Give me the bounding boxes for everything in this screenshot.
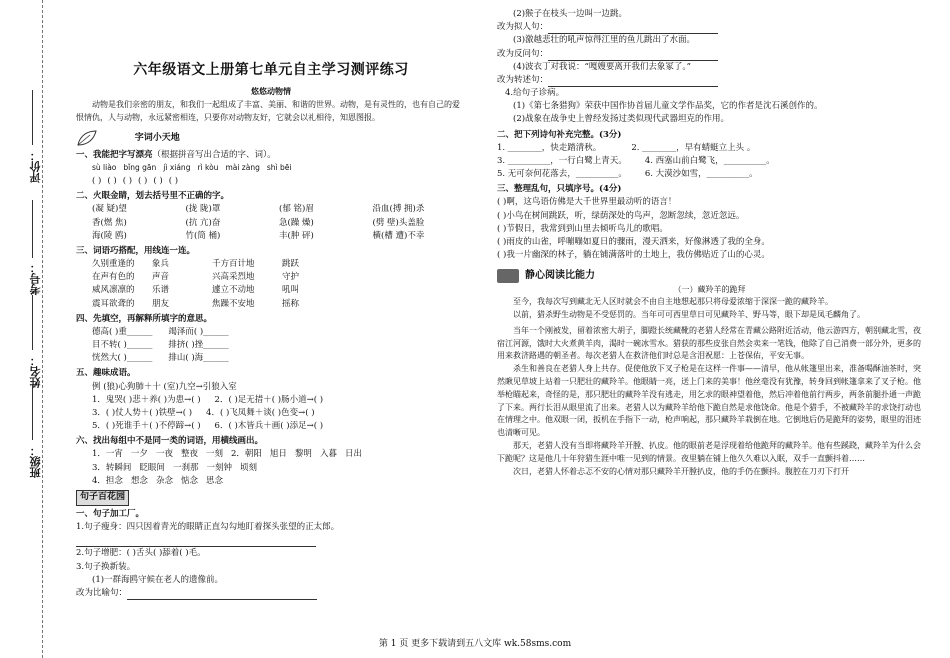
q3-item[interactable]: 象兵	[152, 259, 170, 270]
q3b: (2)猴子在枝头一边叫一边跳。	[513, 9, 628, 19]
q2-row	[76, 230, 466, 243]
answer-line[interactable]	[127, 589, 317, 600]
q3d: (4)波衣丁对我说：“嘎嫂要离开我们去象冢了。”	[513, 61, 691, 72]
answer-bracket[interactable]: ( )	[153, 176, 163, 187]
answer-bracket[interactable]: ( )	[107, 176, 117, 187]
q2-item[interactable]: 横(槽 遭)不幸	[372, 230, 425, 241]
q1-title	[76, 149, 466, 162]
q4-item[interactable]: 排山( )海______	[168, 353, 229, 364]
q6-word[interactable]: 4．担念	[92, 475, 123, 486]
answer-bracket[interactable]: ( )	[138, 176, 148, 187]
q3-item[interactable]: 久别重逢的	[92, 259, 135, 270]
s1-q3a-answer	[76, 587, 466, 600]
q5-title: 五、趣味成语。	[76, 368, 136, 379]
p3-sentence[interactable]: ( )雨皮的山雀，呼嘣嘣如夏日的骤雨，漫天洒来，好像淋透了我的全身。	[497, 236, 770, 247]
q3-title: 三、词语巧搭配，用线连一连。	[76, 245, 196, 256]
q2-item[interactable]: (抗 亢)奋	[185, 217, 221, 228]
blank-evaluation[interactable]	[32, 90, 33, 145]
reading-paragraph: 以前，猎杀野生动物是不受惩罚的。当年可可西里草日可见藏羚羊、野马等，眼下却是凤毛麟角了。	[513, 309, 865, 319]
pinyin-item: jì xiáng	[163, 162, 191, 172]
q6-word[interactable]: 思念	[205, 475, 223, 486]
q1-answer-row	[76, 175, 466, 188]
q2-item[interactable]: (郁 铭)眉	[279, 204, 314, 215]
q3-item[interactable]: 吼叫	[282, 285, 300, 296]
p2-row	[497, 142, 922, 155]
q2-item[interactable]: 海(陵 鸥)	[92, 230, 127, 241]
reading-paragraph: 至今，我每次写到藏北无人区时就会不由自主地想起那只将母爱浓缩于深深一跪的藏羚羊。	[513, 297, 833, 307]
q3-item[interactable]: 焦躁不安地	[212, 298, 255, 309]
q6-title: 六、找出每组中不是同一类的词语，用横线画出。	[76, 436, 264, 447]
q6-word[interactable]: 惦念	[180, 475, 198, 486]
p2-row	[497, 168, 922, 181]
blank-exam-number[interactable]	[32, 200, 33, 258]
q6-word[interactable]: 想念	[130, 475, 148, 486]
q3-item[interactable]: 兴高采烈地	[212, 272, 255, 283]
reading-title: （一）藏羚羊的跪拜	[673, 284, 746, 294]
q2-item[interactable]: (劈 壁)头盖脸	[372, 217, 425, 228]
answer-bracket[interactable]: ( )	[122, 176, 133, 187]
poem-blank[interactable]: 4. 西塞山前白鹭飞，__________。	[644, 155, 775, 166]
q5-item[interactable]: 6．( )木皆兵＋画( )添足→( )	[214, 421, 324, 432]
s1-q2[interactable]: 2.句子增肥：( )舌头( )舔着( )毛。	[76, 548, 206, 559]
q3-item[interactable]: 威风凛凛的	[92, 285, 135, 296]
q4-item[interactable]: 德高( )重______	[92, 326, 153, 337]
p3-title: 三、整理乱句，只填序号。(4分)	[497, 184, 622, 195]
q4-item[interactable]: 排挤( )挫______	[168, 340, 229, 351]
pinyin-item: shì bēi	[266, 162, 292, 172]
q3-row	[76, 284, 466, 297]
q3-item[interactable]: 声音	[152, 272, 170, 283]
q4a: (1)《第七条猎狗》荣获中国作协首届儿童文学作品奖，它的作者是沈石溪创作的。	[513, 101, 823, 112]
q1-title-text: 一、我能把字写漂亮	[76, 149, 153, 160]
q2-row	[76, 203, 466, 216]
q3-item[interactable]: 摇称	[282, 298, 300, 309]
blank-name[interactable]	[32, 295, 33, 350]
reading-paragraph: 那天，老猎人没有当即将藏羚羊开膛、扒皮。他的眼前老是浮现着给他跪拜的藏羚羊。他有些蹊跷，藏羚羊为什么会下跪呢？这是他几十年狩猎生涯中唯一见到的情景。夜里躺在铺上他久久难以入眠，双手一直颤抖着……	[497, 440, 921, 463]
book-icon	[497, 269, 519, 283]
answer-bracket[interactable]: ( )	[168, 176, 179, 187]
q5-item[interactable]: 2．( )足无措＋( )肠小道→( )	[214, 394, 324, 405]
q6-word[interactable]: 眨眼间	[139, 462, 165, 473]
q3c: (3)激越悲壮的吼声惊得江里的鱼儿跳出了水面。	[513, 35, 696, 46]
q3-item[interactable]: 守护	[282, 272, 300, 283]
poem-blank[interactable]: 6. 大漠沙如雪，__________。	[644, 169, 758, 180]
p2-row	[497, 155, 922, 168]
q3-item[interactable]: 在声有色的	[92, 272, 135, 283]
pinyin-item: sù liào	[92, 162, 117, 172]
q3-item[interactable]: 跳跃	[282, 259, 300, 270]
q2-item[interactable]: 急(躁 燥)	[279, 217, 314, 228]
q6-word[interactable]: 入暮	[319, 449, 337, 460]
s1-q3a: (1)一群海鸥守候在老人的遗像前。	[92, 574, 224, 585]
q6-word[interactable]: 整夜	[180, 449, 198, 460]
q6-word[interactable]: 顷刻	[239, 462, 257, 473]
q3-item[interactable]: 遽立不动地	[212, 285, 255, 296]
q5-item[interactable]: 5．( )死谁手＋( )不停蹄→( )	[92, 421, 201, 432]
blank-class[interactable]	[32, 385, 33, 440]
reading-paragraph: 杀生和善良在老猎人身上共存。促使他放下叉子枪是在这样一件事——清早，他从帐篷里出来，准备喝酥油茶时，突然瞅见草坡上站着一只肥壮的藏羚羊。他眼睛一亮，送上门来的美事！他丝毫没有犹豫，转身回到帐篷拿来了叉子枪。他举枪瞄起来，奇怪的是，那只肥壮的藏羚羊没有逃走，用乞求的眼神望着他，然后冲着他前行两步，两条前腿扑通一声跪了下来。两行长泪从眼里流了出来。老猎人以为藏羚羊给他下跪自然是求他饶命。他是个猎手，不被藏羚羊的求饶打动也在情理之中。他双眼一闭，扳机在手指下一动，枪声响起，那只藏羚羊栽倒在地。它倒地后仍是跪拜的姿势，眼里的泪迹也清晰可见。	[497, 364, 921, 438]
q3-row	[76, 258, 466, 271]
p3-sentence[interactable]: ( )啊，这鸟语仿佛是大千世界里最动听的语言！	[497, 197, 677, 208]
q3d-answer	[497, 74, 922, 87]
answer-line[interactable]	[548, 76, 718, 87]
q6-word[interactable]: 一夜	[155, 449, 173, 460]
q6-row	[76, 448, 466, 461]
binding-margin	[0, 0, 58, 658]
pinyin-item: bǐng gān	[123, 162, 157, 172]
section-sentences-title: 句子百花园	[76, 490, 129, 506]
prompt-label: 改为拟人句：	[497, 22, 549, 33]
label-evaluation: 评价：	[29, 150, 42, 183]
answer-line[interactable]	[548, 50, 718, 61]
q6-word[interactable]: 1．一宵	[92, 449, 123, 460]
q6-word[interactable]: 一刻钟	[206, 462, 232, 473]
q4-item[interactable]: 恍然大( )______	[92, 353, 153, 364]
right-column	[497, 8, 922, 478]
poem-blank[interactable]: 2. ________，早有蜻蜓立上头 。	[631, 142, 756, 153]
s1-title: 一、句子加工厂。	[76, 508, 145, 519]
q5-row	[76, 420, 466, 433]
label-name: 姓名：	[29, 355, 42, 388]
q5-row	[76, 407, 466, 420]
q1-note: （根据拼音写出合适的字、词）。	[152, 149, 276, 160]
q4-row	[76, 352, 466, 365]
pinyin-item: rì kòu	[197, 162, 219, 172]
q3-item[interactable]: 乐谱	[152, 285, 170, 296]
poem-blank[interactable]: 5. 无可奈何花落去，__________。	[497, 169, 627, 180]
q2-item[interactable]: 香(燃 焦)	[92, 217, 127, 228]
q6-word[interactable]: 旭日	[269, 449, 287, 460]
reading-paragraph: 次日，老猎人怀着忐忑不安的心情对那只藏羚羊开膛扒皮，他的手仍在颤抖。腹腔在刀刃下打开	[513, 466, 849, 476]
q6-word[interactable]: 3．转瞬间	[92, 462, 132, 473]
q5-example: 例 (狼)心狗肺＋十 (室)九空→引狼入室	[92, 381, 237, 392]
left-column	[76, 8, 466, 600]
answer-bracket[interactable]: ( )	[92, 176, 102, 187]
page-title: 六年级语文上册第七单元自主学习测评练习	[133, 62, 409, 78]
q3-row	[76, 298, 466, 311]
q6-word[interactable]: 一刻	[205, 449, 223, 460]
q6-word[interactable]: 日出	[344, 449, 362, 460]
q6-word[interactable]: 黎明	[294, 449, 312, 460]
q3b-answer	[497, 21, 922, 34]
label-class: 班级：	[29, 445, 42, 478]
section-header-sentences	[76, 490, 466, 506]
p2-title: 二、把下列诗句补充完整。(3分)	[497, 129, 622, 140]
prompt-label: 改为比喻句：	[76, 587, 128, 598]
q2-item[interactable]: 沿血(搏 拥)杀	[372, 204, 425, 215]
label-exam-number: 考号：	[29, 262, 42, 295]
unit-subtitle: 悠悠动物情	[251, 85, 291, 96]
q3-item[interactable]: 千方百计地	[212, 259, 255, 270]
q2-row	[76, 217, 466, 230]
q5-item[interactable]: 1．鬼哭( )悲＋养( )为患→( )	[92, 394, 201, 405]
q4-diagnose-title: 4.给句子诊病。	[505, 88, 565, 99]
q4-row	[76, 326, 466, 339]
q5-row	[76, 394, 466, 407]
section-header-words	[76, 129, 466, 147]
poem-blank[interactable]: 3. __________，一行白鹭上青天。	[497, 155, 627, 166]
reading-section-header	[497, 268, 922, 284]
q5-item[interactable]: 3．( )仗人势＋( )铁壁→( )	[92, 407, 193, 418]
q2-item[interactable]: 丰(肿 砰)	[279, 230, 314, 241]
answer-line[interactable]	[548, 23, 718, 34]
q4b: (2)战象在战争史上曾经发扬过类似现代武器坦克的作用。	[513, 114, 730, 125]
poem-blank[interactable]: 1. ________，快走踏清秋。	[497, 142, 602, 153]
section-words-title: 字词小天地	[134, 133, 180, 144]
p3-sentence[interactable]: ( )小鸟在树间跳跃，听，绿荫深处的鸟声，忽断忽续，忽近忽远。	[497, 210, 745, 221]
q3c-answer	[497, 48, 922, 61]
binding-line	[42, 0, 43, 658]
page-footer: 第 1 页 更多下载请到五八文库 wk.58sms.com	[378, 639, 572, 649]
s1-q1: 1.句子瘦身：四只因着青光的眼睛正直勾勾地盯着探头张望的正太郎。	[76, 522, 340, 533]
leaf-decoration-icon	[76, 129, 98, 147]
q2-item[interactable]: (凝 疑)望	[92, 204, 127, 215]
p3-sentence[interactable]: ( )我一片幽深的林子，躺在铺满落叶的土地上，我仿佛贴近了山的心灵。	[497, 250, 770, 261]
q4-title: 四、先填空，再解释所填字的意思。	[76, 313, 213, 324]
q6-word[interactable]: 一刹那	[172, 462, 199, 473]
q4-item[interactable]: 目不转( )______	[92, 340, 153, 351]
p3-sentence[interactable]: ( )节假日，我常到到山里去倾听鸟儿的歌唱。	[497, 223, 668, 234]
q3-item[interactable]: 朋友	[152, 298, 170, 309]
q3-item[interactable]: 震耳欲聋的	[92, 298, 135, 309]
q6-row	[76, 475, 466, 488]
pinyin-item: mài zàng	[225, 162, 260, 172]
q2-title: 二、火眼金睛，划去括号里不正确的字。	[76, 191, 230, 202]
q6-word[interactable]: 杂念	[155, 475, 173, 486]
prompt-label: 改为反问句：	[497, 48, 549, 59]
q2-item[interactable]: 竹(筒 桶)	[185, 230, 221, 241]
q4-row	[76, 339, 466, 352]
reading-paragraph: 当年一个刚被发，留着浓密大胡子，脚蹬长统藏靴的老猎人经常在青藏公路附近活动，他云游四方，朝别藏北雪，夜宿江河源，饿时大火煮黄羊肉，渴时一碗冰雪水。猎获的那些皮张自然会卖来一笔钱，他除了自己消费一部分外，更多的用来救济路遇的朝圣者。每次老猎人在救济他们时总是含泪祝愿：上苍保佑，平安无事。	[497, 325, 921, 361]
q6-word[interactable]: 一夕	[130, 449, 148, 460]
q6-word[interactable]: 2．朝阳	[230, 449, 262, 460]
s1-q3: 3.句子换新装。	[76, 561, 136, 572]
q1-pinyin-row	[76, 162, 466, 175]
prompt-label: 改为转述句：	[497, 74, 549, 85]
q5-item[interactable]: 4．( )飞凤舞＋谈( )色变→( )	[206, 407, 315, 418]
q6-row	[76, 462, 466, 475]
s1-q1-answer-line[interactable]	[76, 534, 466, 547]
reading-head-text: 静心阅读比能力	[525, 270, 595, 282]
q2-item[interactable]: (拢 陇)罩	[185, 204, 221, 215]
q4-item[interactable]: 竭泽而( )______	[168, 326, 229, 337]
q3-row	[76, 271, 466, 284]
intro-paragraph: 动物是我们亲密的朋友，和我们一起组成了丰富、美丽、和谐的世界。动物，是有灵性的，也有自己的爱恨情仇，人与动物，永远紧密相连，只要你对动物友好，它就会以礼相待，知恩图报。	[76, 100, 460, 122]
